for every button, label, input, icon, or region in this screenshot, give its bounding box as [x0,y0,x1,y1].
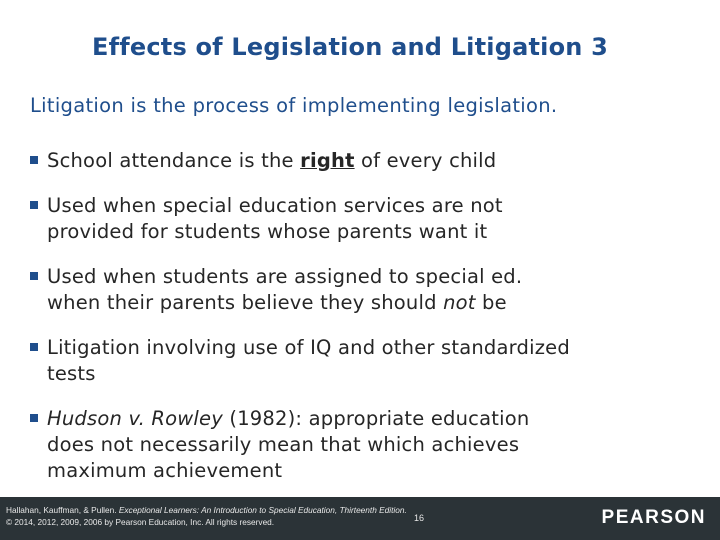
bullet-text: be [475,291,507,314]
citation [6,504,407,528]
bullet-text: when their parents believe they should [47,291,444,314]
bullet-text: School attendance is the [47,149,301,172]
bullet-item [30,406,710,484]
bullet-item [30,193,710,245]
square-bullet-icon [30,201,38,209]
bullet-item [30,335,710,387]
bullet-text: does not necessarily mean that which achieves [47,433,520,456]
bullet-text: Used when special education services are not [47,194,503,217]
citation-book: Exceptional Learners: An Introduction to Special Education, Thirteenth Edition. [118,505,407,515]
citation-copyright: © 2014, 2012, 2009, 2006 by Pearson Education, Inc. All rights reserved. [6,517,275,527]
citation-authors: Hallahan, Kauffman, & Pullen. [6,505,119,515]
footer-bar [0,497,720,540]
bullet-text: provided for students whose parents want it [47,220,488,243]
emphasis-text: right [300,149,355,172]
emphasis-text: not [443,291,476,314]
square-bullet-icon [30,156,38,164]
square-bullet-icon [30,343,38,351]
bullet-item [30,148,710,174]
bullet-text: maximum achievement [47,459,283,482]
bullet-list [30,148,710,484]
square-bullet-icon [30,414,38,422]
case-name: Hudson v. Rowley [47,407,223,430]
bullet-text: Used when students are assigned to special ed. [47,265,523,288]
bullet-text: tests [47,362,96,385]
page-number: 16 [414,513,425,523]
bullet-text: of every child [354,149,497,172]
intro-text: Litigation is the process of implementing legislation. [30,94,558,117]
pearson-logo: PEARSON [601,507,706,528]
bullet-item [30,264,710,316]
bullet-text: (1982): appropriate education [222,407,530,430]
bullet-text: Litigation involving use of IQ and other standardized [47,336,570,359]
square-bullet-icon [30,272,38,280]
slide-title: Effects of Legislation and Litigation 3 [91,33,609,61]
